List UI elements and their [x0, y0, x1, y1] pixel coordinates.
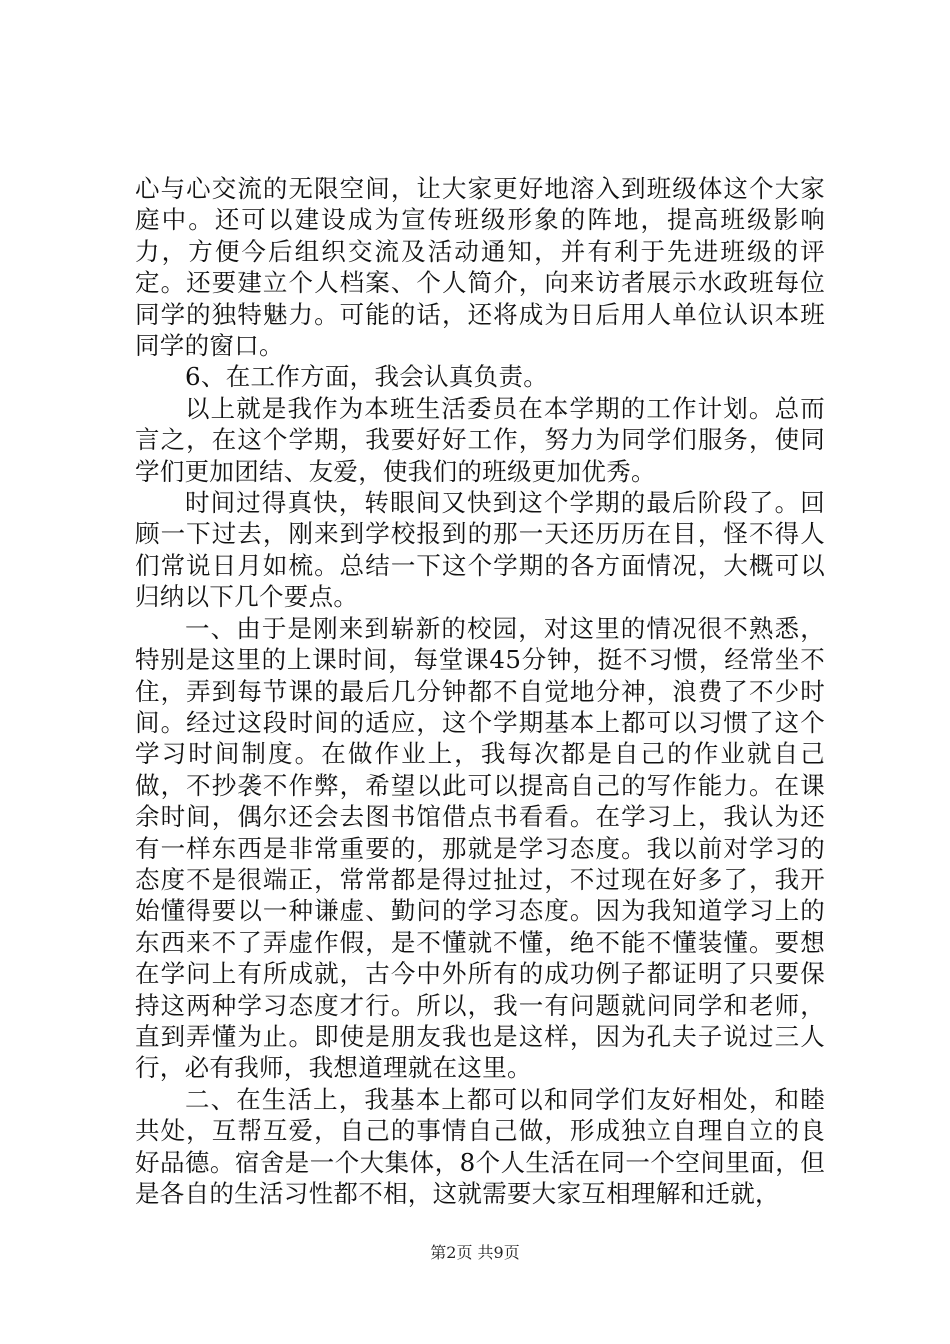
document-body — [135, 173, 825, 1209]
paragraph: 6、在工作方面，我会认真负责。 — [185, 362, 549, 392]
paragraph: 心与心交流的无限空间，让大家更好地溶入到班级体这个大家庭中。还可以建设成为宣传班级形象的阵地，提高班级影响力，方便今后组织交流及活动通知，并有利于先进班级的评定。还要建立个人档案、个人简介，向来访者展示水政班每位同学的独特魅力。可能的话，还将成为日后用人单位认识本班同学的窗口。 — [135, 174, 825, 361]
paragraph: 时间过得真快，转眼间又快到这个学期的最后阶段了。回顾一下过去，刚来到学校报到的那一天还历历在目，怪不得人们常说日月如梳。总结一下这个学期的各方面情况，大概可以归纳以下几个要点。 — [135, 488, 825, 612]
paragraph: 一、由于是刚来到崭新的校园，对这里的情况很不熟悉，特别是这里的上课时间，每堂课45分钟，挺不习惯，经常坐不住，弄到每节课的最后几分钟都不自觉地分神，浪费了不少时间。经过这段时间的适应，这个学期基本上都可以习惯了这个学习时间制度。在做作业上，我每次都是自己的作业就自己做，不抄袭不作弊，希望以此可以提高自己的写作能力。在课余时间，偶尔还会去图书馆借点书看看。在学习上，我认为还有一样东西是非常重要的，那就是学习态度。我以前对学习的态度不是很端正，常常都是得过扯过，不过现在好多了，我开始懂得要以一种谦虚、勤问的学习态度。因为我知道学习上的东西来不了弄虚作假，是不懂就不懂，绝不能不懂装懂。要想在学问上有所成就，古今中外所有的成功例子都证明了只要保持这两种学习态度才行。所以，我一有问题就问同学和老师，直到弄懂为止。即使是朋友我也是这样，因为孔夫子说过三人行，必有我师，我想道理就在这里。 — [135, 613, 825, 1083]
paragraph: 二、在生活上，我基本上都可以和同学们友好相处，和睦共处，互帮互爱，自己的事情自己做，形成独立自理自立的良好品德。宿舍是一个大集体，8个人生活在同一个空间里面，但是各自的生活习性都不相，这就需要大家互相理解和迁就， — [135, 1084, 825, 1208]
page-number-footer: 第2页 共9页 — [430, 1243, 520, 1262]
paragraph: 以上就是我作为本班生活委员在本学期的工作计划。总而言之，在这个学期，我要好好工作，努力为同学们服务，使同学们更加团结、友爱，使我们的班级更加优秀。 — [135, 393, 825, 486]
